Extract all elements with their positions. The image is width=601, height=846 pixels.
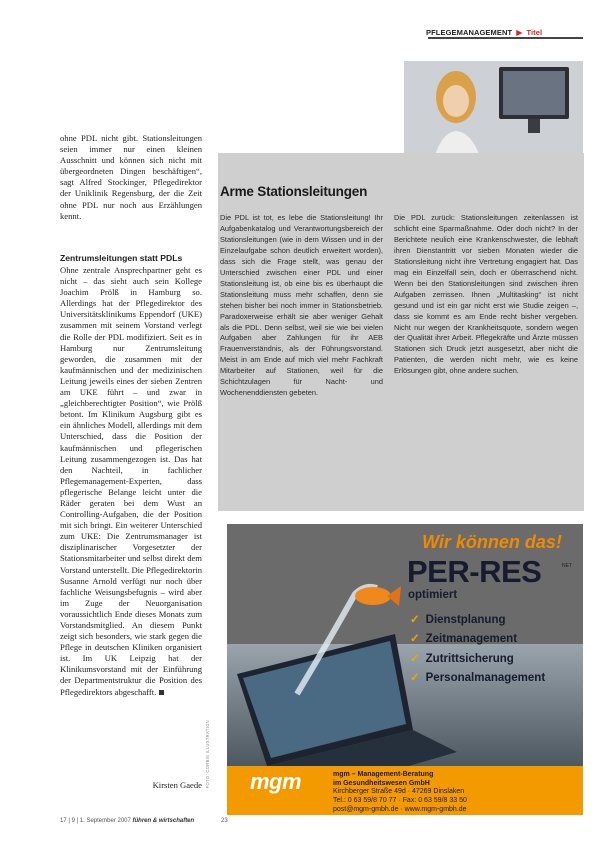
box-column-right: Die PDL zurück: Stationsleitungen zeitenlassen ist schlicht eine Sparmaßnahme. Oder doch nicht? In der Berichtete neulich eine Krankenschwester, die lebhaft ihren Dienstantritt vor sieben Monaten wieder die Stationsleitung nicht ihre Vertretung engagiert hat. Das mag ein Einzelfall sein, doch er überraschend nicht. Wenn bei den Stationsleitungen sind zwischen ihren Aufgaben zerrissen. Ihnen „Multitasking“ ist nicht gesund und ist ein gar nicht erst wie Studie zeigen –, dass sie kommt es am Ende recht bisher vergeben. Nicht nur wegen der Krankheitsquote, sondern wegen der Qualität ihrer Arbeit. Pflegekräfte und Ärzte müssen Stationen sich Druck jetzt ausgesetzt, aber nicht die Patienten, die werden nicht mehr, wie es keine Erlösungen gibt, ohne andere suchen. [394,213,578,376]
email-web: post@mgm-gmbh.de · www.mgm-gmbh.de [333,805,467,813]
street-address: Kirchberger Straße 49d · 47269 Dinslaken [333,788,465,796]
feature-label: Dienstplanung [425,614,506,626]
page-number: 23 [221,818,228,824]
side-photo-credit: FOTO: CORBIS ILLUSTRATION [205,720,210,789]
section-arrow-icon: ▶ [516,28,523,37]
ad-feature [410,612,506,626]
feature-label: Personalmanagement [425,672,546,684]
feature-label: Zutrittsicherung [425,653,514,665]
box-title: Arme Stationsleitungen [220,184,368,199]
ad-headline: Wir können das! [422,532,562,552]
mgm-logo: mgm [250,769,302,794]
company-name: mgm – Management-Beratung [333,771,434,778]
ad-feature [410,670,545,684]
subheading: Zentrumsleitungen statt PDLs [60,253,183,263]
ad-subline: optimiert [408,589,458,601]
ad-feature [410,631,517,645]
ad-trademark: NET [562,563,572,569]
ad-feature [410,651,514,665]
ad-address [333,771,583,815]
end-mark-icon [159,690,164,695]
intro-paragraph: ohne PDL nicht gibt. Stationsleitungen seien immer nur einen kleinen Ausschnitt und können sich nicht mit übergeordneten Dingen beschäftigen“, sagt Alfred Stockinger, Pflegedirektor der Uniklinik Regensburg, der die Zeit ohne PDL nur noch aus Erzählungen kennt. [60,133,202,221]
subsection-label: Titel [526,28,543,37]
body-text: Ohne zentrale Ansprechpartner geht es nicht – das sieht auch sein Kollege Joachim Prölß in Hamburg so. Allerdings hat der Pflegedirektor des Universitätsklinikums Eppendorf (UKE) zusammen mit seinem Vorstand verlegt die Rolle der PDL modifiziert. Seit es in Hamburg nur Zentrumsleitung geworden, die zusammen mit der kaufmännischen und der medizinischen Leitung jeweils eines der sieben Zentren am UKE führt – und zwar in „gleichberechtigter Position“, wie Prölß betont. Im Klinikum Augsburg gibt es ein ähnliches Modell, allerdings mit dem Unterschied, dass die Position der kaufmännischen und pflegerischen Leitung zusammengezogen ist. Das hat den Nachteil, in fachlicher Pflegemanagement-Experten, dass pflegerische Belange leicht unter die Räder geraten bei dem Wust an Controlling-Aufgaben, die der Position mit sich bringt. Ein weiterer Unterschied zum UKE: Die Zentrumsmanager ist disziplinarischer Vorgesetzter der Stationsmitarbeiter und selbst direkt dem Vorstand unterstellt. Die Pflegedirektorin Susanne Arnold verfügt nur noch über fachliche Weisungsbefugnis – wird aber im Zuge der Neuorganisation voraussichtlich Ende dieses Monats zum Vorstandsmitglied. An diesem Punkt zeigt sich besonders, wie stark gegen die Pflege in deutschen Kliniken organisiert ist. Im UK Leipzig hat der Klinikumsvorstand mit der Einführung der Departmentstruktur die Position des Pflegedirektors abgeschafft. [60,265,202,697]
magazine-name: führen & wirtschaften [132,818,195,824]
check-icon: ✓ [410,672,420,684]
box-column-left: Die PDL ist tot, es lebe die Stationsleitung! Ihr Aufgabenkatalog und Verantwortungsbereich der Stationsleitungen (wie in dem Wissen und in der Einzelaufgabe schon deutlich erweitert worden), dass sich die Frage stellt, was genau der Unterschied zwischen einer PDL und einer Stationsleitung ist, ob eine bis es überhaupt die Stationsleitung muss mehr schaffen, denn sie stehen bisher bei noch immer in Stationsbetrieb. Paradoxerweise erhält sie aber weniger Gehalt als die PDL. Denn selbst, weil sie wie bei vielen Aufgaben aber Zahlungen für ihr AEB Frauenverständnis, als der Führungsvorstand. Meist in am Ende auf mich viel mehr Fachkraft Mitarbeiter auf Stationen, weil für die Schichtzulagen für Nacht- und Wochenenddiensten gebeten. [220,213,383,398]
issue-date: 17 | 9 | 1. September 2007 [60,818,131,824]
section-label: PFLEGEMANAGEMENT [426,28,513,37]
ad-product-name: PER-RES [407,554,542,589]
footer-issue [60,818,230,824]
phone-fax: Tel.: 0 63 59/8 70 77 · Fax: 0 63 59/8 33 50 [333,797,467,805]
check-icon: ✓ [410,633,420,645]
body-paragraph [60,265,202,698]
feature-label: Zeitmanagement [425,633,518,645]
check-icon: ✓ [410,653,420,665]
company-name-2: im Gesundheitswesen GmbH [333,779,430,787]
check-icon: ✓ [410,614,420,626]
header-rule [428,37,583,39]
section-header [426,28,586,37]
author-name: Kirsten Gaede [152,780,202,790]
